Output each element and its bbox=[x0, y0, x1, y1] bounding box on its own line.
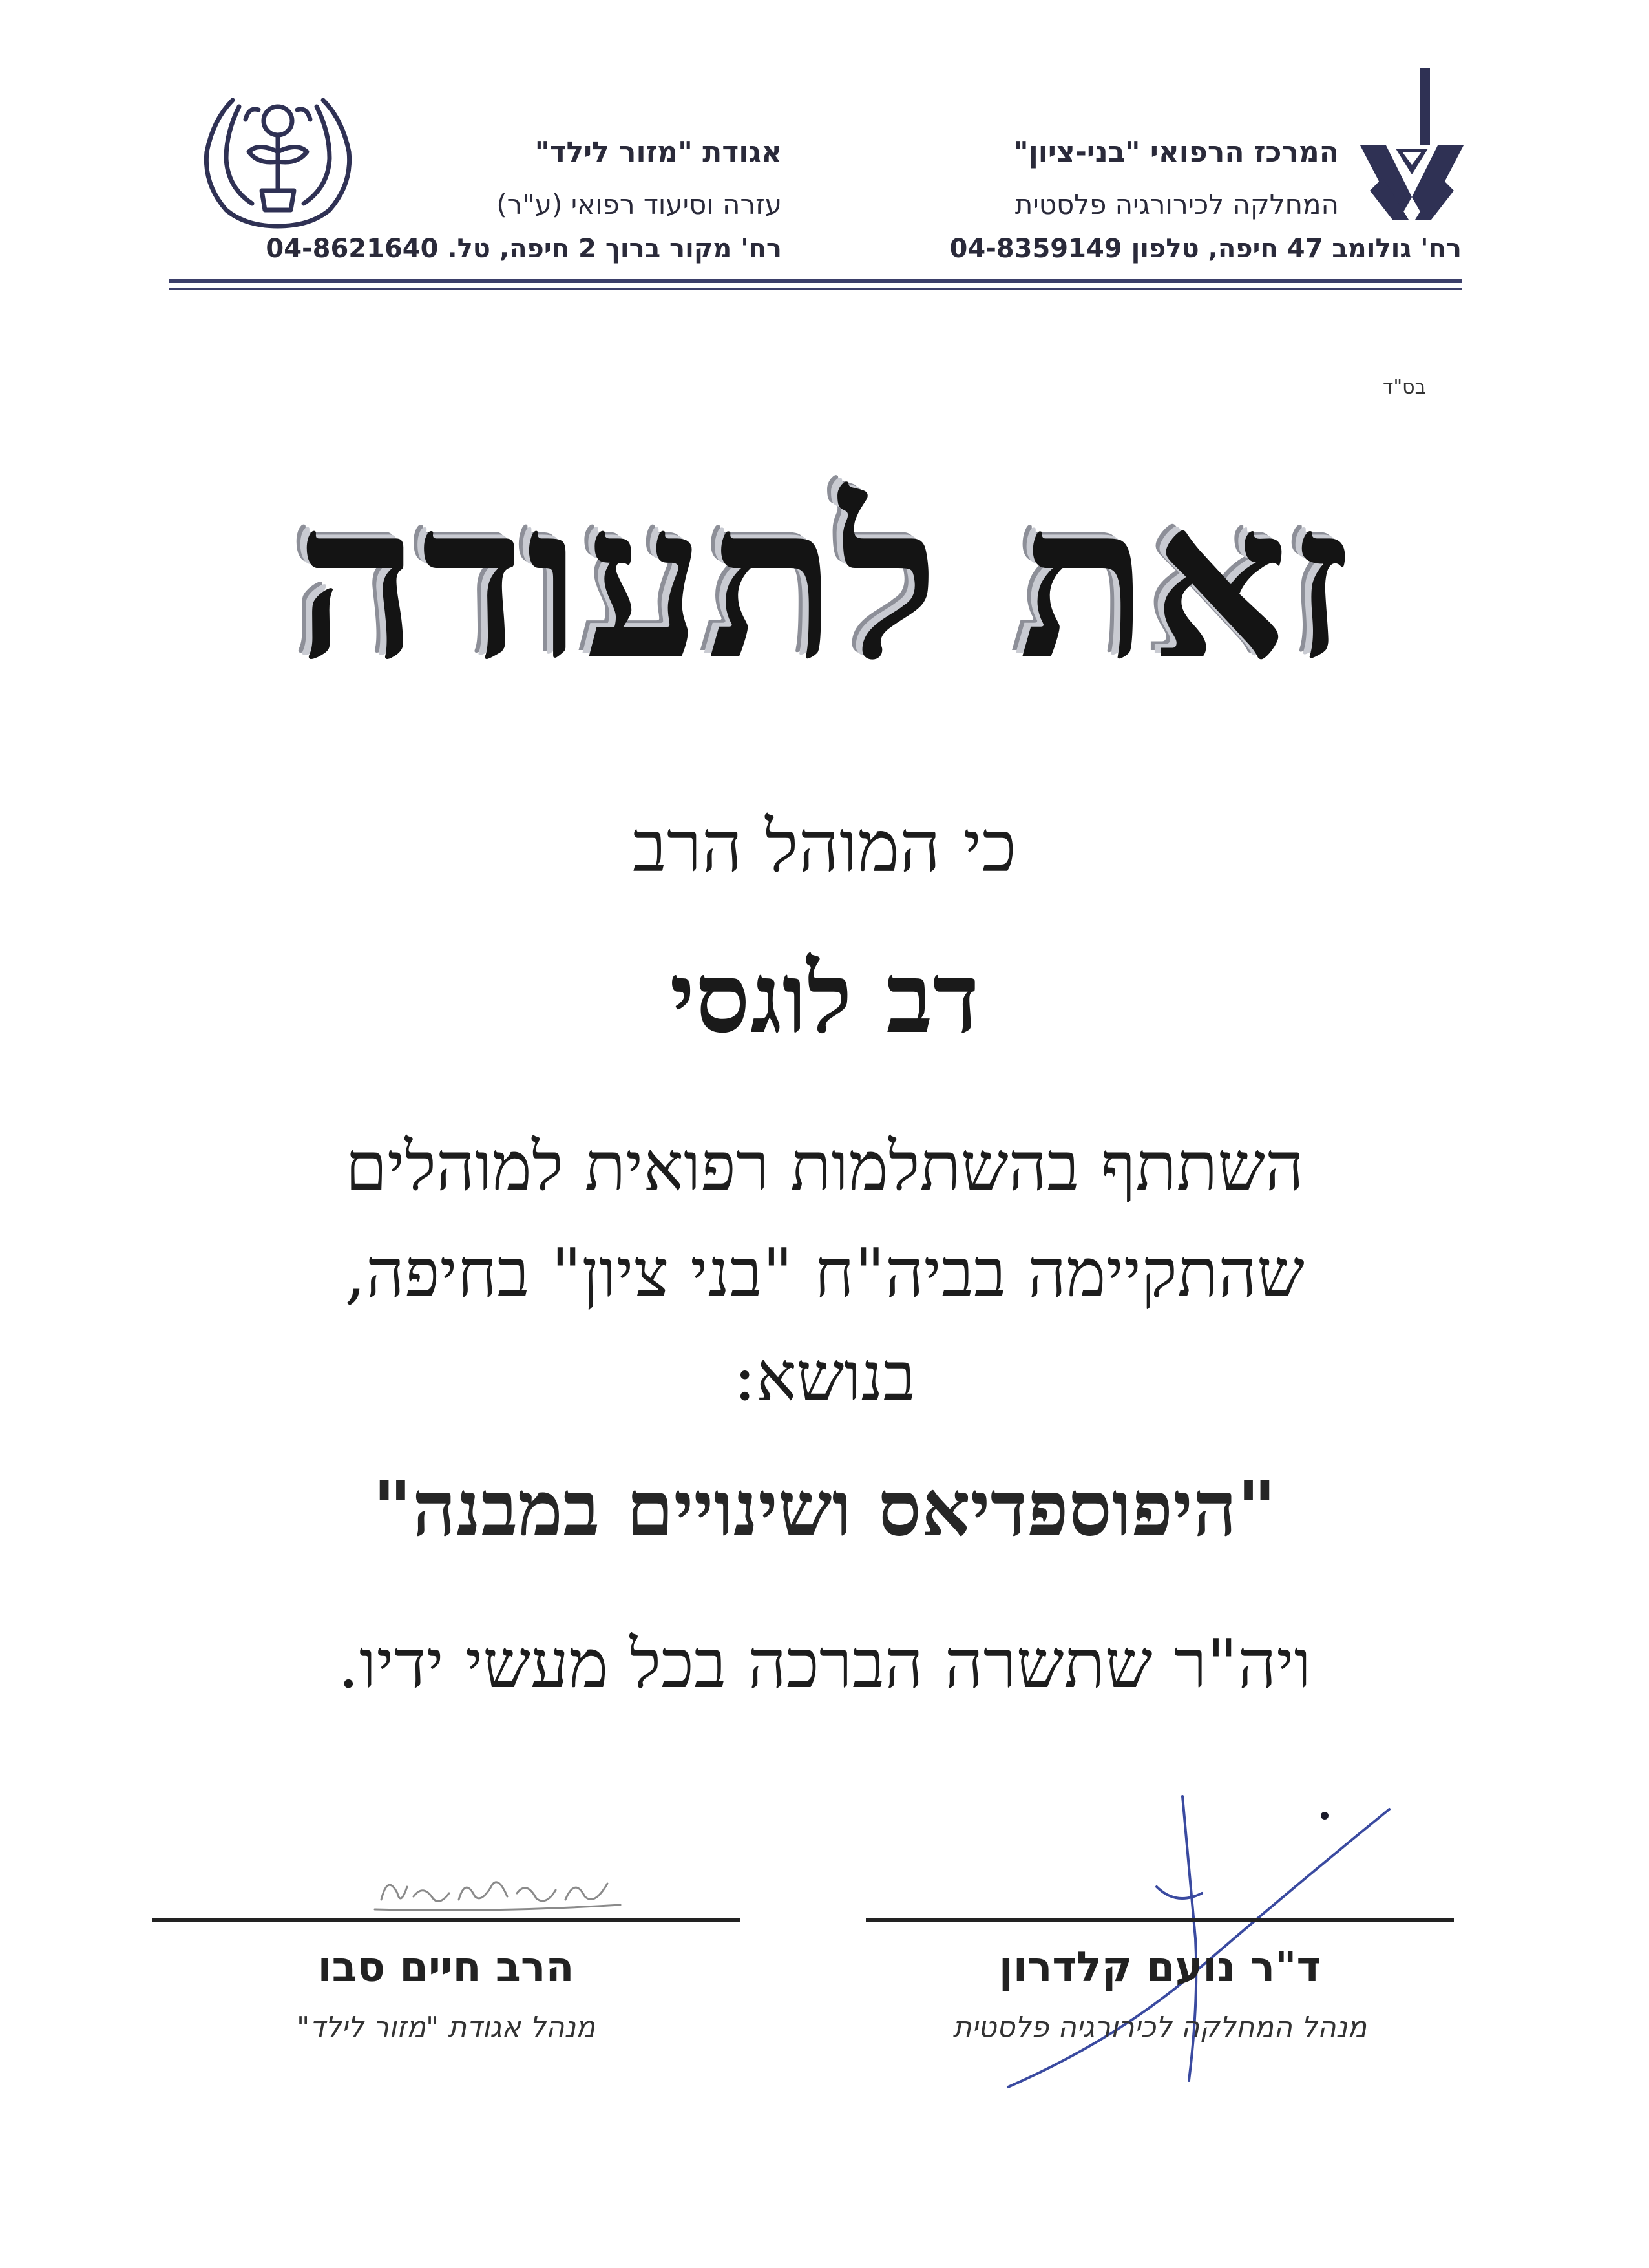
header-rule-thick bbox=[169, 279, 1462, 283]
left-handwritten-signature bbox=[362, 1848, 633, 1919]
blessing-line: ויה"ר שתשרה הברכה בכל מעשי ידיו. bbox=[337, 1624, 1312, 1703]
right-org-name: המרכז הרפואי "בני-ציון" bbox=[1013, 136, 1339, 169]
right-signatory-name: ד"ר נועם קלדרון bbox=[998, 1944, 1321, 1991]
body-line-2: שהתקיימה בביה"ח "בני ציון" בחיפה, bbox=[344, 1234, 1305, 1312]
left-org-subtitle: עזרה וסיעוד רפואי (ע"ר) bbox=[496, 189, 782, 220]
right-org-address: רח' גולומב 47 חיפה, טלפון 04-8359149 bbox=[949, 234, 1462, 264]
left-signature-rule bbox=[152, 1918, 740, 1922]
left-signatory-title: מנהל אגודת "מזור לילד" bbox=[297, 2011, 595, 2044]
bnei-zion-logo-icon bbox=[1347, 68, 1476, 223]
hands-child-logo-icon bbox=[187, 81, 368, 236]
right-org-subtitle: המחלקה לכירורגיה פלסטית bbox=[1014, 189, 1339, 220]
mazor-layeled-logo bbox=[187, 81, 368, 236]
left-org-name: אגודת "מזור לילד" bbox=[534, 136, 782, 169]
right-signatory-title: מנהל המחלקה לכירורגיה פלסטית bbox=[952, 2011, 1367, 2044]
left-org-address: רח' מקור ברוך 2 חיפה, טל. 04-8621640 bbox=[266, 234, 782, 264]
left-signatory-name: הרב חיים סבו bbox=[317, 1944, 574, 1991]
right-handwritten-signature bbox=[995, 1790, 1409, 2094]
body-line-1: השתתף בהשתלמות רפואית למוהלים bbox=[345, 1127, 1304, 1206]
certificate-title: זאת לתעודה bbox=[296, 456, 1353, 707]
body-line-3: בנושא: bbox=[733, 1337, 916, 1416]
basad-mark: בס"ד bbox=[1383, 376, 1426, 399]
intro-line: כי המוהל הרב bbox=[632, 805, 1017, 888]
header-rule-thin bbox=[169, 288, 1462, 290]
recipient-name: דב לוגסי bbox=[669, 941, 980, 1055]
bnei-zion-logo bbox=[1347, 68, 1476, 223]
right-signature-rule bbox=[866, 1918, 1454, 1922]
course-topic: "היפוספדיאס ושינויים במבנה" bbox=[372, 1464, 1277, 1553]
